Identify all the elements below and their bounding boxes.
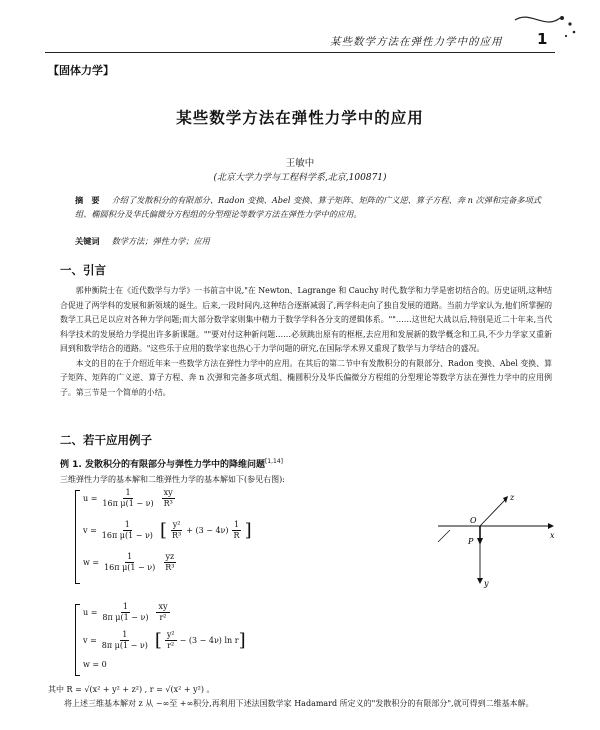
z-axis <box>480 500 505 526</box>
section-heading-examples: 二、若干应用例子 <box>60 433 152 447</box>
origin-label: O <box>470 516 477 525</box>
where-line: 其中 R = √(x² + y² + z²) , r = √(x² + y²) 。 <box>48 685 215 694</box>
keywords-label: 关键词 <box>75 236 100 246</box>
equation-w-2d: w = 0 <box>83 660 107 669</box>
equation-w-3d: w = $\frac{1}{\text{16π μ(1 − ν)}}$ $\frac{yz}{\text{R³}}$ <box>83 552 175 572</box>
equation-u-2d: u = $\frac{1}{\text{8π μ(1 − ν)}}$ $\frac{xy}{\text{r²}}$ <box>83 602 168 622</box>
brace <box>75 490 80 584</box>
equation-v-3d: v = $\frac{1}{\text{16π μ(1 − ν)}}$ [ $\frac{\text{y²}}{\text{R³}}$ + (3 − 4ν) $\frac{1}{R}$ ] <box>83 520 252 541</box>
x-label: x <box>550 531 555 540</box>
abstract-text: 介绍了发散积分的有限部分、Radon 变换、Abel 变换、算子矩阵、矩阵的广义逆、算子方程、奔 n 次弹和完备多项式组、椭圆积分及华氏偏微分方程组的分型理论等数学方法在弹性力学中的应用。 <box>75 195 541 219</box>
keywords <box>75 236 545 247</box>
example-ref: [1,14] <box>264 458 283 465</box>
closing-text <box>48 683 553 711</box>
closing-paragraph: 将上述三维基本解对 z 从 −∞至 +∞积分,再利用下述法国数学家 Hadamard 所定义的"发散积分的有限部分",就可得到二维基本解。 <box>64 699 534 708</box>
header-rule <box>45 52 555 53</box>
author: 王敏中 <box>285 158 315 169</box>
keywords-text: 数学方法；弹性力学；应用 <box>111 236 210 246</box>
brace <box>75 604 80 676</box>
y-label: y <box>484 579 489 588</box>
running-header: 某些数学方法在弹性力学中的应用 <box>330 36 503 48</box>
abstract <box>75 193 545 221</box>
paper-title: 某些数学方法在弹性力学中的应用 <box>176 109 424 127</box>
equation-block-2d <box>75 602 335 680</box>
abstract-label: 摘 要 <box>75 195 100 205</box>
force-label: P <box>468 537 474 546</box>
equation-v-2d: v = $\frac{1}{\text{8π μ(1 − ν)}}$ [ $\frac{\text{y²}}{\text{r²}}$ − (3 − 4ν) ln r ] <box>83 630 246 651</box>
equation-intro: 三维弹性力学的基本解和二维弹性力学的基本解如下(参见右图): <box>60 475 285 484</box>
example-title-text: 例 1. 发散积分的有限部分与弹性力学中的降维问题 <box>60 460 265 470</box>
z-label: z <box>510 493 515 502</box>
coordinate-figure <box>420 478 560 588</box>
intro-paragraph: 本文的目的在于介绍近年来一些数学方法在弹性力学中的应用。在其后的第二节中有发散积分的有限部分、Radon 变换、Abel 变换、算子矩阵、矩阵的广义逆、算子方程、奔 n 次弹和完备多项式组、椭圆积分及华氏偏微分方程组的分型理论等数学方法在弹性力学中的应用例子。第三节是一个简单的小结。 <box>60 358 552 397</box>
equation-block-3d <box>75 488 275 588</box>
affiliation: (北京大学力学与工程科学系,北京,100871) <box>213 173 387 183</box>
section-heading-intro: 一、引言 <box>60 263 106 277</box>
intro-body <box>60 284 552 400</box>
intro-paragraph: 郭仲衡院士在《近代数学与力学》一书前言中说,"在 Newton、Lagrange 和 Cauchy 时代,数学和力学是密切结合的。历史证明,这种结合促进了两学科的发展和新领域的诞生。后来,一段时间内,这种结合逐渐减弱了,两学科走向了独自发展的道路。当前力学家认为,他们所掌握的数学工具已足以应对各种力学问题;而大部分数学家则集中精力于数学学科各分支的逻辑体系。""……这世纪大战以后,特别是近二十年来,当代科学技术的发展给力学提出许多新课题。""要对付这种新问题……必须跳出原有的框框,去应用和发展新的数学概念和工具,不少力学家又重新回到和数学结合的道路。"这些乐于应用的数学家也热心于力学问题的研究,在国际学术界又重现了数学与力学结合的盛况。 <box>60 286 552 353</box>
equation-u-3d: u = $\frac{1}{\text{16π μ(1 − ν)}}$ $\frac{xy}{\text{R³}}$ <box>83 488 173 508</box>
column-label: 【固体力学】 <box>48 64 114 77</box>
page-number: 1 <box>537 30 548 48</box>
example-title <box>60 457 283 470</box>
